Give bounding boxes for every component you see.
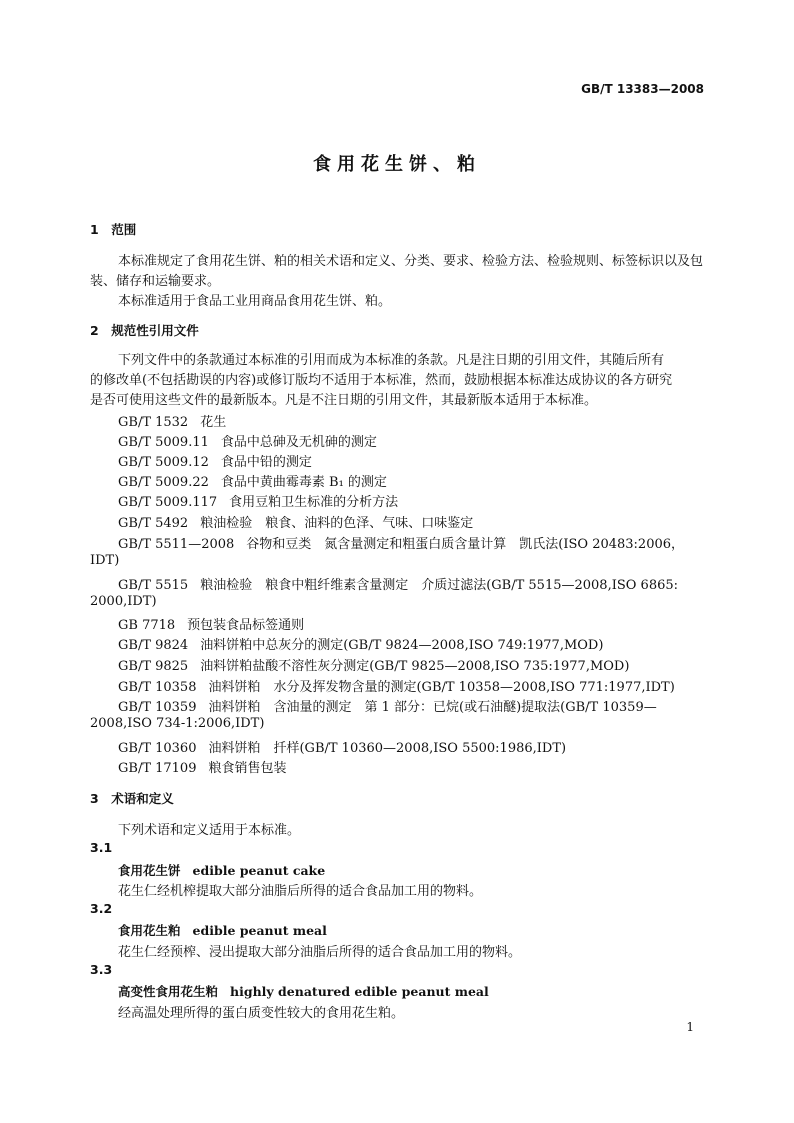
term-definition: 花生仁经预榨、浸出提取大部分油脂后所得的适合食品加工用的物料。	[118, 945, 522, 960]
reference-item	[118, 614, 304, 633]
reference-code: GB 7718	[118, 618, 176, 633]
reference-title: 花生	[200, 415, 227, 430]
reference-code: GB/T 9824	[118, 638, 189, 653]
section-3-heading: 3 术语和定义	[90, 791, 174, 806]
document-title: 食用花生饼、粕	[313, 154, 481, 175]
term-definition: 花生仁经机榨提取大部分油脂后所得的适合食品加工用的物料。	[118, 884, 483, 899]
reference-item	[118, 737, 566, 756]
section-1-heading: 1 范围	[90, 222, 137, 237]
reference-item	[118, 634, 603, 653]
reference-title: 油料饼粕 含油量的测定 第 1 部分：已烷(或石油醚)提取法(GB/T 10359—	[208, 700, 657, 715]
reference-item	[118, 757, 287, 776]
reference-code: GB/T 5009.117	[118, 495, 218, 510]
term-definition: 经高温处理所得的蛋白质变性较大的食用花生粕。	[118, 1006, 405, 1021]
section-2-heading: 2 规范性引用文件	[90, 323, 199, 338]
term-english: edible peanut meal	[192, 923, 327, 938]
reference-title: 食品中总砷及无机砷的测定	[220, 435, 377, 450]
reference-item	[118, 451, 312, 470]
refs-intro-line-3: 是否可使用这些文件的最新版本。凡是不注日期的引用文件，其最新版本适用于本标准。	[90, 393, 598, 408]
reference-item	[118, 411, 226, 430]
reference-code: GB/T 1532	[118, 415, 189, 430]
reference-code: GB/T 5511—2008	[118, 537, 235, 552]
reference-item	[118, 696, 657, 715]
standard-code: GB/T 13383—2008	[581, 82, 704, 96]
term-entry	[118, 982, 489, 1000]
term-number: 3.2	[90, 901, 113, 916]
refs-intro-line-2: 的修改单(不包括勘误的内容)或修订版均不适用于本标准，然而，鼓励根据本标准达成协议的各方研究	[90, 373, 673, 388]
reference-title: 食品中铅的测定	[220, 455, 312, 470]
reference-title: 食用豆粕卫生标准的分析方法	[229, 495, 399, 510]
term-english: edible peanut cake	[192, 863, 326, 878]
reference-title: 油料饼粕盐酸不溶性灰分测定(GB/T 9825—2008,ISO 735:1977,MOD)	[200, 659, 630, 674]
reference-title: 粮油检验 粮食、油料的色泽、气味、口味鉴定	[200, 516, 474, 531]
reference-item	[118, 431, 377, 450]
page-number: 1	[686, 1020, 694, 1034]
reference-code: GB/T 5515	[118, 578, 189, 593]
term-number: 3.3	[90, 962, 113, 977]
term-chinese: 高变性食用花生粕	[118, 984, 219, 999]
reference-code: GB/T 9825	[118, 659, 189, 674]
reference-title: 油料饼粕 扦样(GB/T 10360—2008,ISO 5500:1986,IDT)	[208, 741, 567, 756]
scope-paragraph-2: 本标准适用于食品工业用商品食用花生饼、粕。	[118, 294, 392, 309]
reference-title: 油料饼粕中总灰分的测定(GB/T 9824—2008,ISO 749:1977,MOD)	[200, 638, 604, 653]
reference-title: 预包装食品标签通则	[187, 618, 305, 633]
reference-title: 粮食销售包装	[208, 761, 287, 776]
reference-item	[118, 533, 684, 552]
scope-paragraph-1-line-1: 本标准规定了食用花生饼、粕的相关术语和定义、分类、要求、检验方法、检验规则、标签标识以及包	[118, 254, 704, 269]
reference-item	[118, 676, 675, 695]
reference-code: GB/T 10359	[118, 700, 197, 715]
refs-intro-line-1: 下列文件中的条款通过本标准的引用而成为本标准的条款。凡是注日期的引用文件，其随后所有	[118, 353, 665, 368]
reference-item	[118, 491, 398, 510]
term-entry	[118, 921, 327, 939]
reference-title: 食品中黄曲霉毒素 B₁ 的测定	[220, 475, 387, 490]
term-entry	[118, 861, 325, 879]
reference-item	[118, 574, 678, 593]
scope-paragraph-1-line-2: 装、储存和运输要求。	[90, 274, 221, 289]
terms-intro: 下列术语和定义适用于本标准。	[118, 823, 301, 838]
reference-code: GB/T 17109	[118, 761, 197, 776]
reference-item	[118, 655, 629, 674]
reference-code: GB/T 10358	[118, 680, 197, 695]
reference-item	[118, 512, 473, 531]
reference-code: GB/T 5009.11	[118, 435, 209, 450]
reference-code: GB/T 10360	[118, 741, 197, 756]
reference-item	[118, 471, 387, 490]
reference-title: 油料饼粕 水分及挥发物含量的测定(GB/T 10358—2008,ISO 771:1977,IDT)	[208, 680, 675, 695]
term-english: highly denatured edible peanut meal	[230, 984, 489, 999]
reference-code: GB/T 5009.22	[118, 475, 209, 490]
term-chinese: 食用花生粕	[118, 923, 181, 938]
reference-title: 谷物和豆类 氮含量测定和粗蛋白质含量计算 凯氏法(ISO 20483:2006，	[246, 537, 685, 552]
reference-code: GB/T 5492	[118, 516, 189, 531]
reference-continuation: 2000,IDT)	[90, 594, 157, 609]
reference-continuation: IDT)	[90, 553, 120, 568]
reference-code: GB/T 5009.12	[118, 455, 209, 470]
reference-title: 粮油检验 粮食中粗纤维素含量测定 介质过滤法(GB/T 5515—2008,ISO 6865:	[200, 578, 679, 593]
term-chinese: 食用花生饼	[118, 863, 181, 878]
reference-continuation: 2008,ISO 734-1:2006,IDT)	[90, 716, 265, 731]
term-number: 3.1	[90, 840, 113, 855]
